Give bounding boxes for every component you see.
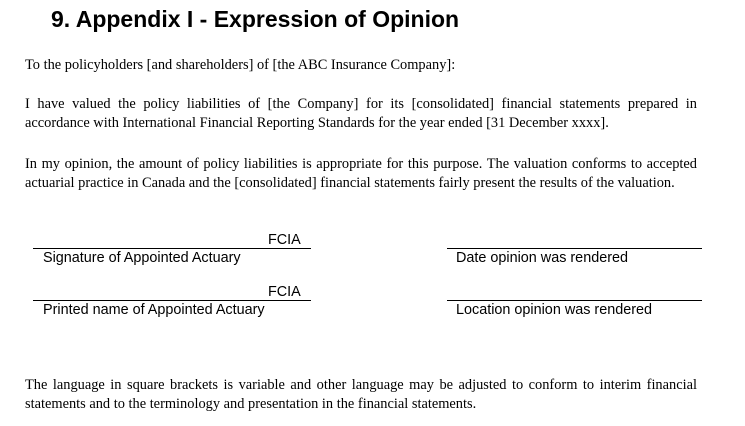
signature-line xyxy=(33,248,311,249)
location-line xyxy=(447,300,702,301)
fcia-designation-printed-name: FCIA xyxy=(268,284,301,300)
location-label: Location opinion was rendered xyxy=(456,302,653,318)
signature-label: Signature of Appointed Actuary xyxy=(43,250,241,266)
date-label: Date opinion was rendered xyxy=(456,250,628,266)
printed-name-line xyxy=(33,300,311,301)
printed-name-label: Printed name of Appointed Actuary xyxy=(43,302,265,318)
fcia-designation-signature: FCIA xyxy=(268,232,301,248)
page-title: 9. Appendix I - Expression of Opinion xyxy=(51,6,460,32)
footnote: The language in square brackets is variable and other language may be adjusted to conform to interim financial statements and to the terminology and presentation in the financial statements. xyxy=(25,377,697,412)
paragraph-valuation: I have valued the policy liabilities of [the Company] for its [consolidated] financial statements prepared in accordance with International Financial Reporting Standards for the year ended [31 December xxxx]. xyxy=(25,96,697,131)
paragraph-opinion: In my opinion, the amount of policy liabilities is appropriate for this purpose. The valuation conforms to accepted actuarial practice in Canada and the [consolidated] financial statements fairly present the results of the valuation. xyxy=(25,156,697,191)
salutation: To the policyholders [and shareholders] of [the ABC Insurance Company]: xyxy=(25,57,456,73)
date-line xyxy=(447,248,702,249)
